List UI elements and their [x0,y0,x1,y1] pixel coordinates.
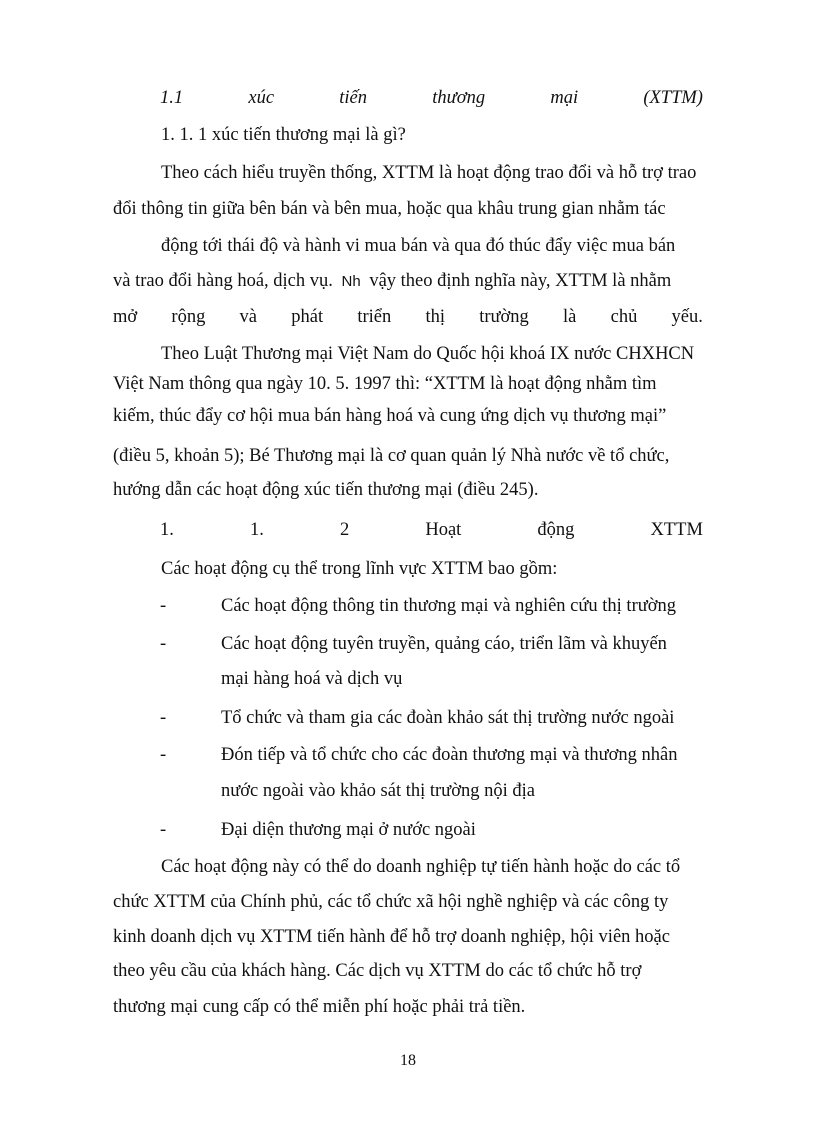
word: XTTM [650,520,703,540]
paragraph-line: thương mại cung cấp có thể miễn phí hoặc phải trả tiền. [113,997,526,1017]
paragraph-line: Các hoạt động này có thể do doanh nghiệp tự tiến hành hoặc do các tổ [161,857,681,877]
heading-word: mại [550,88,579,108]
bullet-item: Đón tiếp và tổ chức cho các đoàn thương mại và thương nhân [221,745,678,765]
bullet-dash: - [160,596,167,616]
word: Hoạt [425,520,462,540]
word: 1. [160,520,174,540]
bullet-item: Tổ chức và tham gia các đoàn khảo sát thị trường nước ngoài [221,708,675,728]
paragraph-line: Theo cách hiểu truyền thống, XTTM là hoạt động trao đổi và hỗ trợ trao [161,163,697,183]
bullet-dash: - [160,820,167,840]
paragraph-line: đổi thông tin giữa bên bán và bên mua, hoặc qua khâu trung gian nhằm tác [113,199,666,219]
subsection-title: 1. 1. 1 xúc tiến thương mại là gì? [161,125,406,145]
bullet-item: Các hoạt động thông tin thương mại và nghiên cứu thị trường [221,596,677,616]
text-fragment: Nh [341,273,361,290]
bullet-item: Đại diện thương mại ở nước ngoài [221,820,476,840]
heading-word: thương [432,88,486,108]
word: thị [425,307,445,327]
paragraph-line: chức XTTM của Chính phủ, các tổ chức xã hội nghề nghiệp và các công ty [113,892,669,912]
paragraph-line [113,269,703,294]
word: là [563,307,577,327]
paragraph-line: Theo Luật Thương mại Việt Nam do Quốc hội khoá IX nước CHXHCN [161,344,695,364]
word: chủ [610,307,638,327]
heading-word: (XTTM) [643,88,703,108]
paragraph-line: động tới thái độ và hành vi mua bán và qua đó thúc đẩy việc mua bán [161,236,676,256]
word: phát [291,307,324,327]
word: yếu. [671,307,703,327]
bullet-item [221,632,703,656]
page-number: 18 [400,1052,416,1069]
bullet-dash: - [160,634,167,654]
word: triển [357,307,392,327]
text-fragment: vậy theo định nghĩa này, XTTM là nhằm [369,271,672,291]
heading-number: 1.1 [160,88,184,108]
paragraph-line: theo yêu cầu của khách hàng. Các dịch vụ XTTM do các tổ chức hỗ trợ [113,961,642,981]
word: rộng [171,307,206,327]
paragraph-line [113,305,703,329]
word: 2 [339,520,350,540]
word: động [537,520,575,540]
intro-line: Các hoạt động cụ thể trong lĩnh vực XTTM bao gồm: [161,559,558,579]
paragraph-line: (điều 5, khoản 5); Bé Thương mại là cơ quan quản lý Nhà nước về tổ chức, [113,446,670,466]
word: 1. [249,520,264,540]
bullet-text: Các hoạt động tuyên truyền, quảng cáo, triển lãm và khuyến [221,634,667,654]
heading-word: tiến [339,88,368,108]
bullet-item-continued: nước ngoài vào khảo sát thị trường nội địa [221,781,535,801]
word: mở [113,307,138,327]
text-fragment: và trao đổi hàng hoá, dịch vụ. [113,271,333,291]
bullet-item-continued: mại hàng hoá và dịch vụ [221,669,403,689]
heading-word: xúc [248,88,275,108]
paragraph-line: kinh doanh dịch vụ XTTM tiến hành để hỗ trợ doanh nghiệp, hội viên hoặc [113,927,670,947]
section-heading [160,86,703,110]
paragraph-line: kiếm, thúc đẩy cơ hội mua bán hàng hoá và cung ứng dịch vụ thương mại” [113,406,667,426]
paragraph-line: hướng dẫn các hoạt động xúc tiến thương mại (điều 245). [113,480,539,500]
bullet-dash: - [160,745,167,765]
subsection-title [160,518,703,542]
word: trường [479,307,529,327]
paragraph-line: Việt Nam thông qua ngày 10. 5. 1997 thì: “XTTM là hoạt động nhằm tìm [113,374,657,394]
word: và [239,307,258,327]
bullet-dash: - [160,708,167,728]
